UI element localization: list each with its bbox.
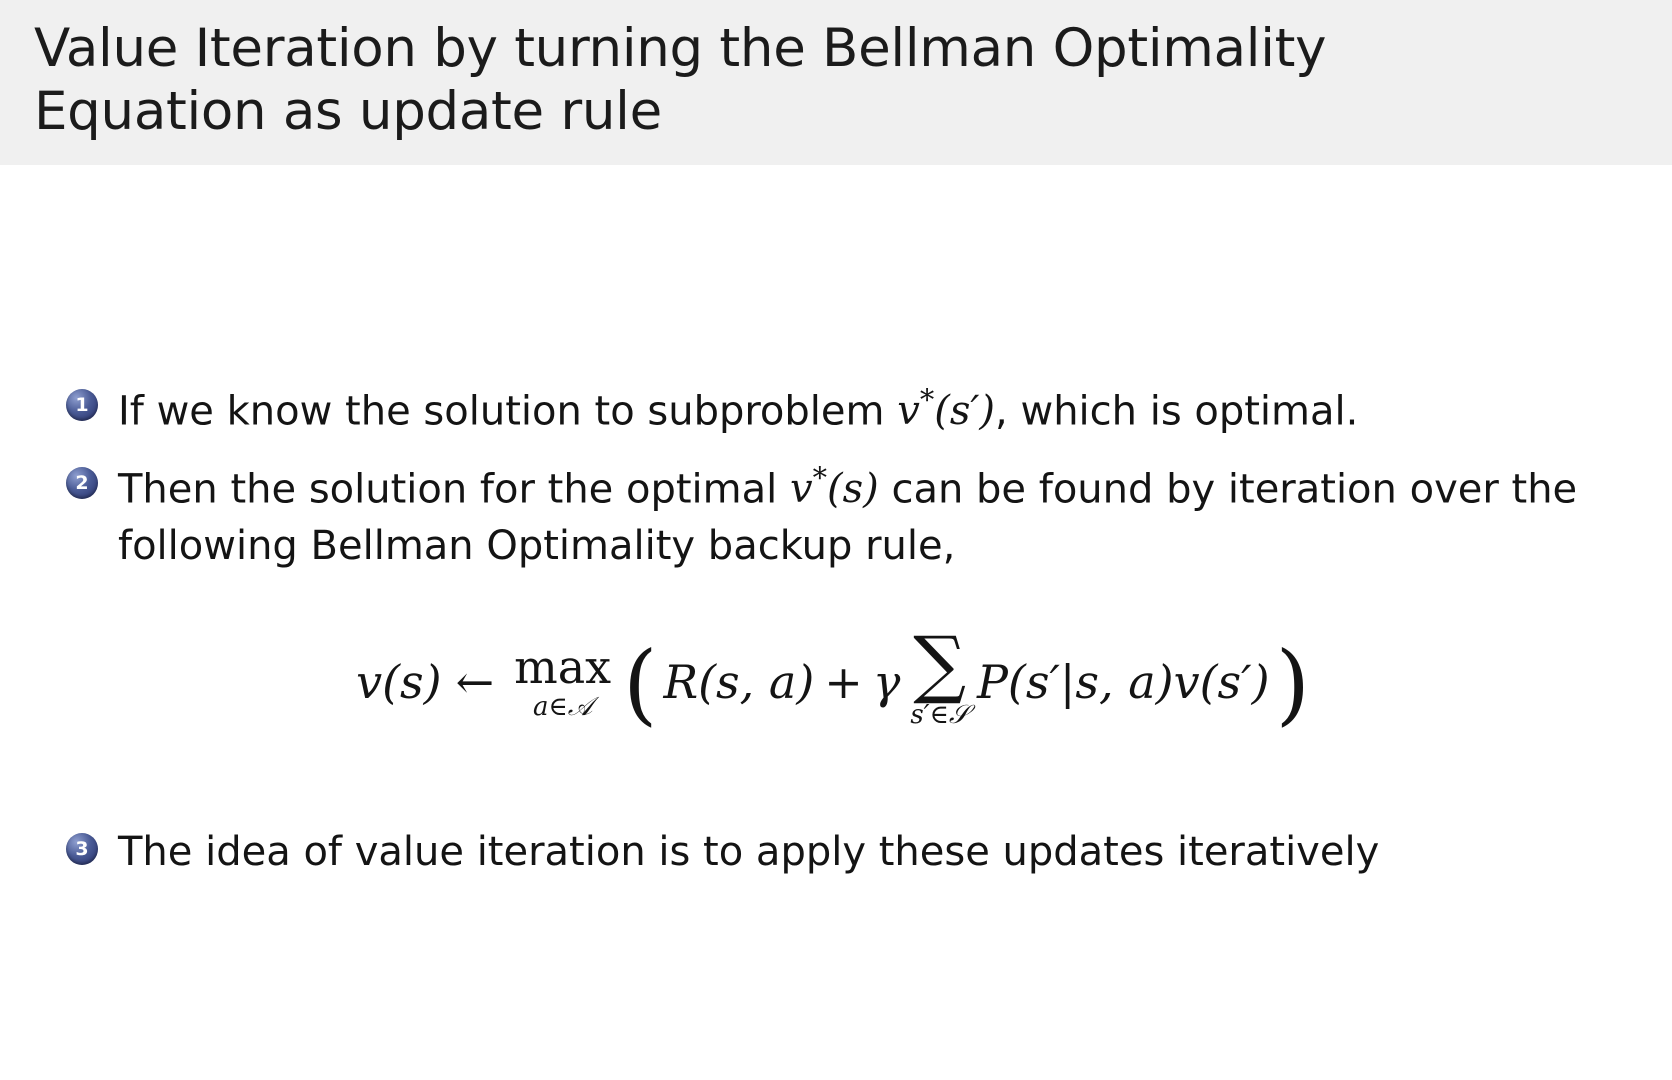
equation-close-paren: ) bbox=[1275, 631, 1310, 735]
equation-sigma-symbol: ∑ bbox=[913, 621, 967, 708]
equation-max-subscript: a∈𝒜 bbox=[532, 691, 593, 722]
bullet-text-2 bbox=[118, 458, 1608, 575]
bullet-marker-1: 1 bbox=[66, 389, 98, 421]
equation-sum-subscript: s′∈𝒮 bbox=[910, 700, 969, 731]
equation-lhs: v(s) bbox=[356, 654, 442, 709]
bullet-marker-2: 2 bbox=[66, 467, 98, 499]
equation-max-operator bbox=[514, 639, 612, 722]
equation-max-label: max bbox=[514, 639, 612, 694]
equation-gamma: γ bbox=[872, 654, 901, 709]
list-item bbox=[0, 380, 1672, 440]
bellman-optimality-backup-equation bbox=[356, 621, 1316, 735]
equation-block bbox=[0, 621, 1672, 735]
bullet-text-1 bbox=[118, 380, 1358, 440]
equation-plus-sign: + bbox=[824, 654, 863, 709]
bullet-1-math: v*(s′) bbox=[897, 383, 996, 435]
bullet-marker-3: 3 bbox=[66, 833, 98, 865]
page-title-line-2: Equation as update rule bbox=[34, 80, 662, 142]
list-item bbox=[0, 824, 1672, 881]
bullet-1-prefix: If we know the solution to subproblem bbox=[118, 388, 898, 435]
list-item bbox=[0, 458, 1672, 575]
bullet-text-3: The idea of value iteration is to apply these updates iteratively bbox=[118, 829, 1380, 876]
slide-title-band bbox=[0, 0, 1672, 165]
bullet-2-suffix: can be found by iteration over the following Bellman Optimality backup rule, bbox=[118, 466, 1578, 570]
equation-reward-term: R(s, a) bbox=[663, 654, 815, 709]
bullet-list-continued bbox=[0, 824, 1672, 881]
bullet-list bbox=[0, 380, 1672, 575]
bullet-2-math: v*(s) bbox=[789, 461, 879, 513]
equation-summation bbox=[910, 621, 969, 731]
page-title-line-1: Value Iteration by turning the Bellman Optimality bbox=[34, 18, 1327, 79]
equation-value-term: v(s′) bbox=[1173, 654, 1270, 709]
bullet-2-prefix: Then the solution for the optimal bbox=[118, 466, 790, 513]
slide-body bbox=[0, 380, 1672, 899]
equation-transition-term: P(s′|s, a) bbox=[976, 654, 1174, 709]
equation-assign-arrow: ← bbox=[455, 654, 495, 709]
bullet-1-suffix: , which is optimal. bbox=[995, 388, 1359, 435]
equation-open-paren: ( bbox=[623, 631, 658, 735]
